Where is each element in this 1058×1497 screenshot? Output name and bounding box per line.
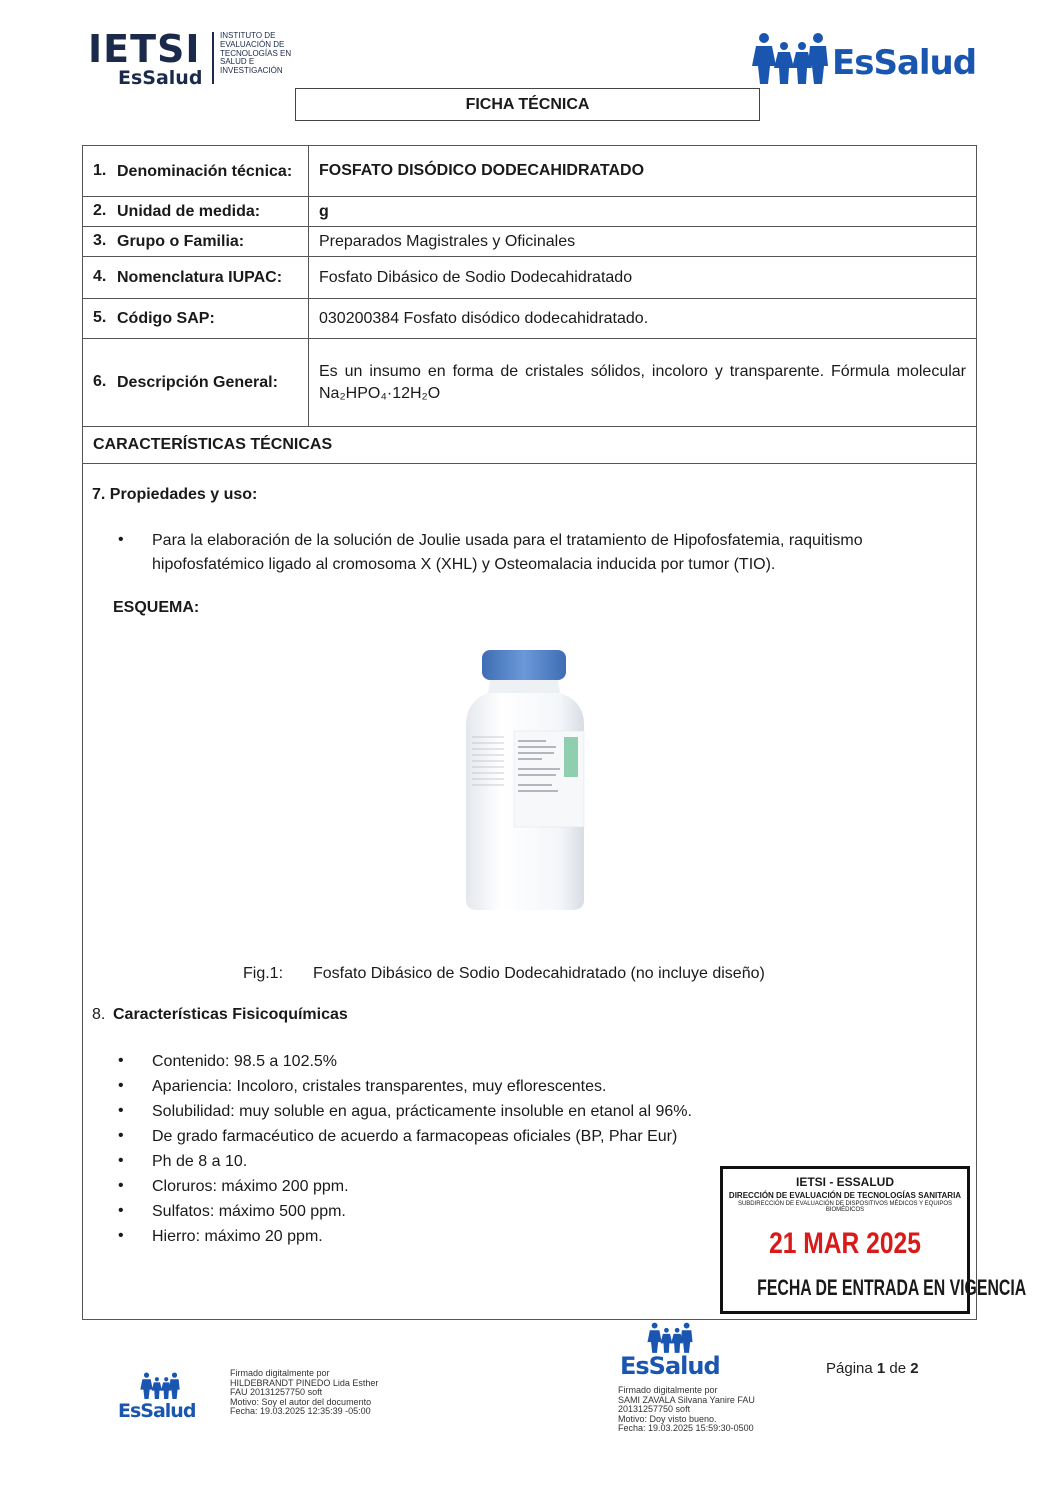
section-8-bullet: Solubilidad: muy soluble en agua, prácticamente insoluble en etanol al 96%.	[152, 1103, 692, 1120]
row-label	[83, 299, 309, 339]
section-7-title: 7. Propiedades y uso:	[92, 486, 258, 503]
section-8-bullet: De grado farmacéutico de acuerdo a farmacopeas oficiales (BP, Phar Eur)	[152, 1128, 678, 1145]
row-value: Preparados Magistrales y Oficinales	[309, 227, 977, 257]
ietsi-desc-line: TECNOLOGÍAS EN	[220, 48, 292, 58]
signature-line: Firmado digitalmente por	[230, 1368, 330, 1378]
row-number: 2.	[93, 202, 107, 219]
row-label-text: Nomenclatura IUPAC:	[117, 269, 283, 286]
family-figures-icon	[752, 32, 828, 86]
signature-line: FAU 20131257750 soft	[230, 1387, 323, 1397]
bullet-icon: •	[118, 1227, 124, 1244]
row-label-text: Descripción General:	[117, 374, 278, 391]
row-value: Fosfato Dibásico de Sodio Dodecahidratado	[309, 257, 977, 299]
stamp-subtitle-small: SUBDIRECCIÓN DE EVALUACIÓN DE DISPOSITIVOS MÉDICOS Y EQUIPOS BIOMÉDICOS	[737, 1201, 953, 1213]
page-current: 1	[876, 1360, 886, 1377]
signature-left	[230, 1369, 378, 1417]
section-title: CARACTERÍSTICAS TÉCNICAS	[83, 427, 977, 464]
page-number	[826, 1360, 919, 1377]
validity-stamp	[720, 1166, 1027, 1314]
essalud-logo-text: EsSalud	[832, 43, 977, 83]
footer-logo-left	[118, 1372, 208, 1424]
stamp-date: 21 MAR 2025	[769, 1227, 921, 1260]
bullet-line: hipofosfatémico ligado al cromosoma X (XHL) y Osteomalacia inducida por tumor (TIO).	[152, 556, 776, 573]
bullet-icon: •	[118, 1052, 124, 1069]
row-number: 5.	[93, 309, 107, 326]
section-8-bullet: Ph de 8 a 10.	[152, 1153, 248, 1170]
row-value: 030200384 Fosfato disódico dodecahidratado.	[309, 299, 977, 339]
page-total: 2	[910, 1360, 919, 1377]
section-8-bullet: Sulfatos: máximo 500 ppm.	[152, 1203, 346, 1220]
page-title: FICHA TÉCNICA	[295, 88, 760, 121]
bullet-icon: •	[118, 1127, 124, 1144]
stamp-title: IETSI - ESSALUD	[795, 1175, 894, 1189]
section-8-bullet: Apariencia: Incoloro, cristales transparentes, muy eflorescentes.	[152, 1078, 607, 1095]
signature-line: Fecha: 19.03.2025 12:35:39 -05:00	[230, 1406, 371, 1416]
signature-center	[618, 1386, 755, 1434]
section-8-bullet: Contenido: 98.5 a 102.5%	[152, 1053, 338, 1070]
signature-line: 20131257750 soft	[618, 1404, 691, 1414]
bullet-line: Para la elaboración de la solución de Joulie usada para el tratamiento de Hipofosfatemia, raquitismo	[152, 532, 863, 549]
ietsi-logo-name: IETSI	[88, 27, 201, 71]
ietsi-desc-line: INVESTIGACIÓN	[220, 66, 283, 76]
section-7-bullet	[152, 529, 952, 577]
row-label	[83, 227, 309, 257]
table-row	[83, 257, 977, 299]
ietsi-logo-description	[220, 32, 310, 76]
ietsi-logo-divider	[212, 32, 214, 84]
section-8-bullet: Hierro: máximo 20 ppm.	[152, 1228, 323, 1245]
stamp-subtitle: DIRECCIÓN DE EVALUACIÓN DE TECNOLOGÍAS SANITARIA	[728, 1191, 962, 1200]
row-value: FOSFATO DISÓDICO DODECAHIDRATADO	[309, 146, 977, 197]
bullet-icon: •	[118, 1202, 124, 1219]
figure-caption: Fosfato Dibásico de Sodio Dodecahidratado (no incluye diseño)	[313, 965, 765, 982]
ietsi-desc-line: INSTITUTO DE	[220, 31, 276, 40]
row-label-text: Código SAP:	[117, 310, 215, 327]
ietsi-desc-line: EVALUACIÓN DE	[220, 39, 285, 49]
row-label	[83, 339, 309, 427]
schema-label: ESQUEMA:	[113, 599, 200, 616]
row-label-text: Unidad de medida:	[117, 203, 261, 220]
signature-line: SAMI ZAVALA Silvana Yanire FAU	[618, 1394, 755, 1405]
table-row	[83, 197, 977, 227]
table-row	[83, 146, 977, 197]
footer-logo-left-text: EsSalud	[118, 1400, 196, 1422]
row-value: Es un insumo en forma de cristales sólidos, incoloro y transparente. Fórmula molecular Na₂HPO₄·12H₂O	[309, 339, 977, 427]
family-figures-icon	[644, 1322, 696, 1354]
footer-logo-center-text: EsSalud	[620, 1352, 720, 1380]
row-label	[83, 146, 309, 197]
signature-line: Motivo: Soy el autor del documento	[230, 1396, 372, 1407]
bullet-icon: •	[118, 1177, 124, 1194]
row-label	[83, 197, 309, 227]
signature-line: Motivo: Doy visto bueno.	[618, 1413, 717, 1424]
spec-table	[82, 145, 977, 464]
ietsi-logo	[88, 27, 308, 89]
ietsi-logo-sub: EsSalud	[118, 67, 203, 89]
family-figures-icon	[136, 1372, 184, 1400]
signature-line: Fecha: 19.03.2025 15:59:30-0500	[618, 1423, 754, 1433]
row-number: 1.	[93, 161, 107, 179]
table-row	[83, 227, 977, 257]
signature-line: HILDEBRANDT PINEDO Lida Esther	[230, 1377, 379, 1388]
row-number: 3.	[93, 232, 107, 249]
stamp-footer: FECHA DE ENTRADA EN VIGENCIA	[757, 1275, 1027, 1300]
row-number: 6.	[93, 373, 107, 390]
bullet-icon: •	[118, 1077, 124, 1094]
signature-line: Firmado digitalmente por	[618, 1385, 718, 1395]
bullet-icon: •	[118, 1102, 124, 1119]
essalud-logo	[752, 30, 980, 88]
section-8-number: 8.	[92, 1006, 106, 1023]
row-label-text: Denominación técnica:	[117, 162, 293, 180]
bullet-icon: •	[118, 531, 124, 548]
section-8-title: Características Fisicoquímicas	[113, 1006, 348, 1023]
table-row	[83, 339, 977, 427]
row-label	[83, 257, 309, 299]
row-number: 4.	[93, 268, 107, 285]
page-prefix: Página	[826, 1360, 873, 1377]
section-8-bullet: Cloruros: máximo 200 ppm.	[152, 1178, 349, 1195]
footer-logo-center	[620, 1322, 730, 1386]
ietsi-desc-line: SALUD E	[220, 57, 255, 67]
row-value: g	[309, 197, 977, 227]
row-label-text: Grupo o Familia:	[117, 233, 245, 250]
table-row	[83, 427, 977, 464]
bullet-icon: •	[118, 1152, 124, 1169]
page-separator: de	[889, 1360, 907, 1377]
figure-caption-number: Fig.1:	[243, 965, 284, 982]
bottle-image	[460, 645, 600, 915]
table-row	[83, 299, 977, 339]
